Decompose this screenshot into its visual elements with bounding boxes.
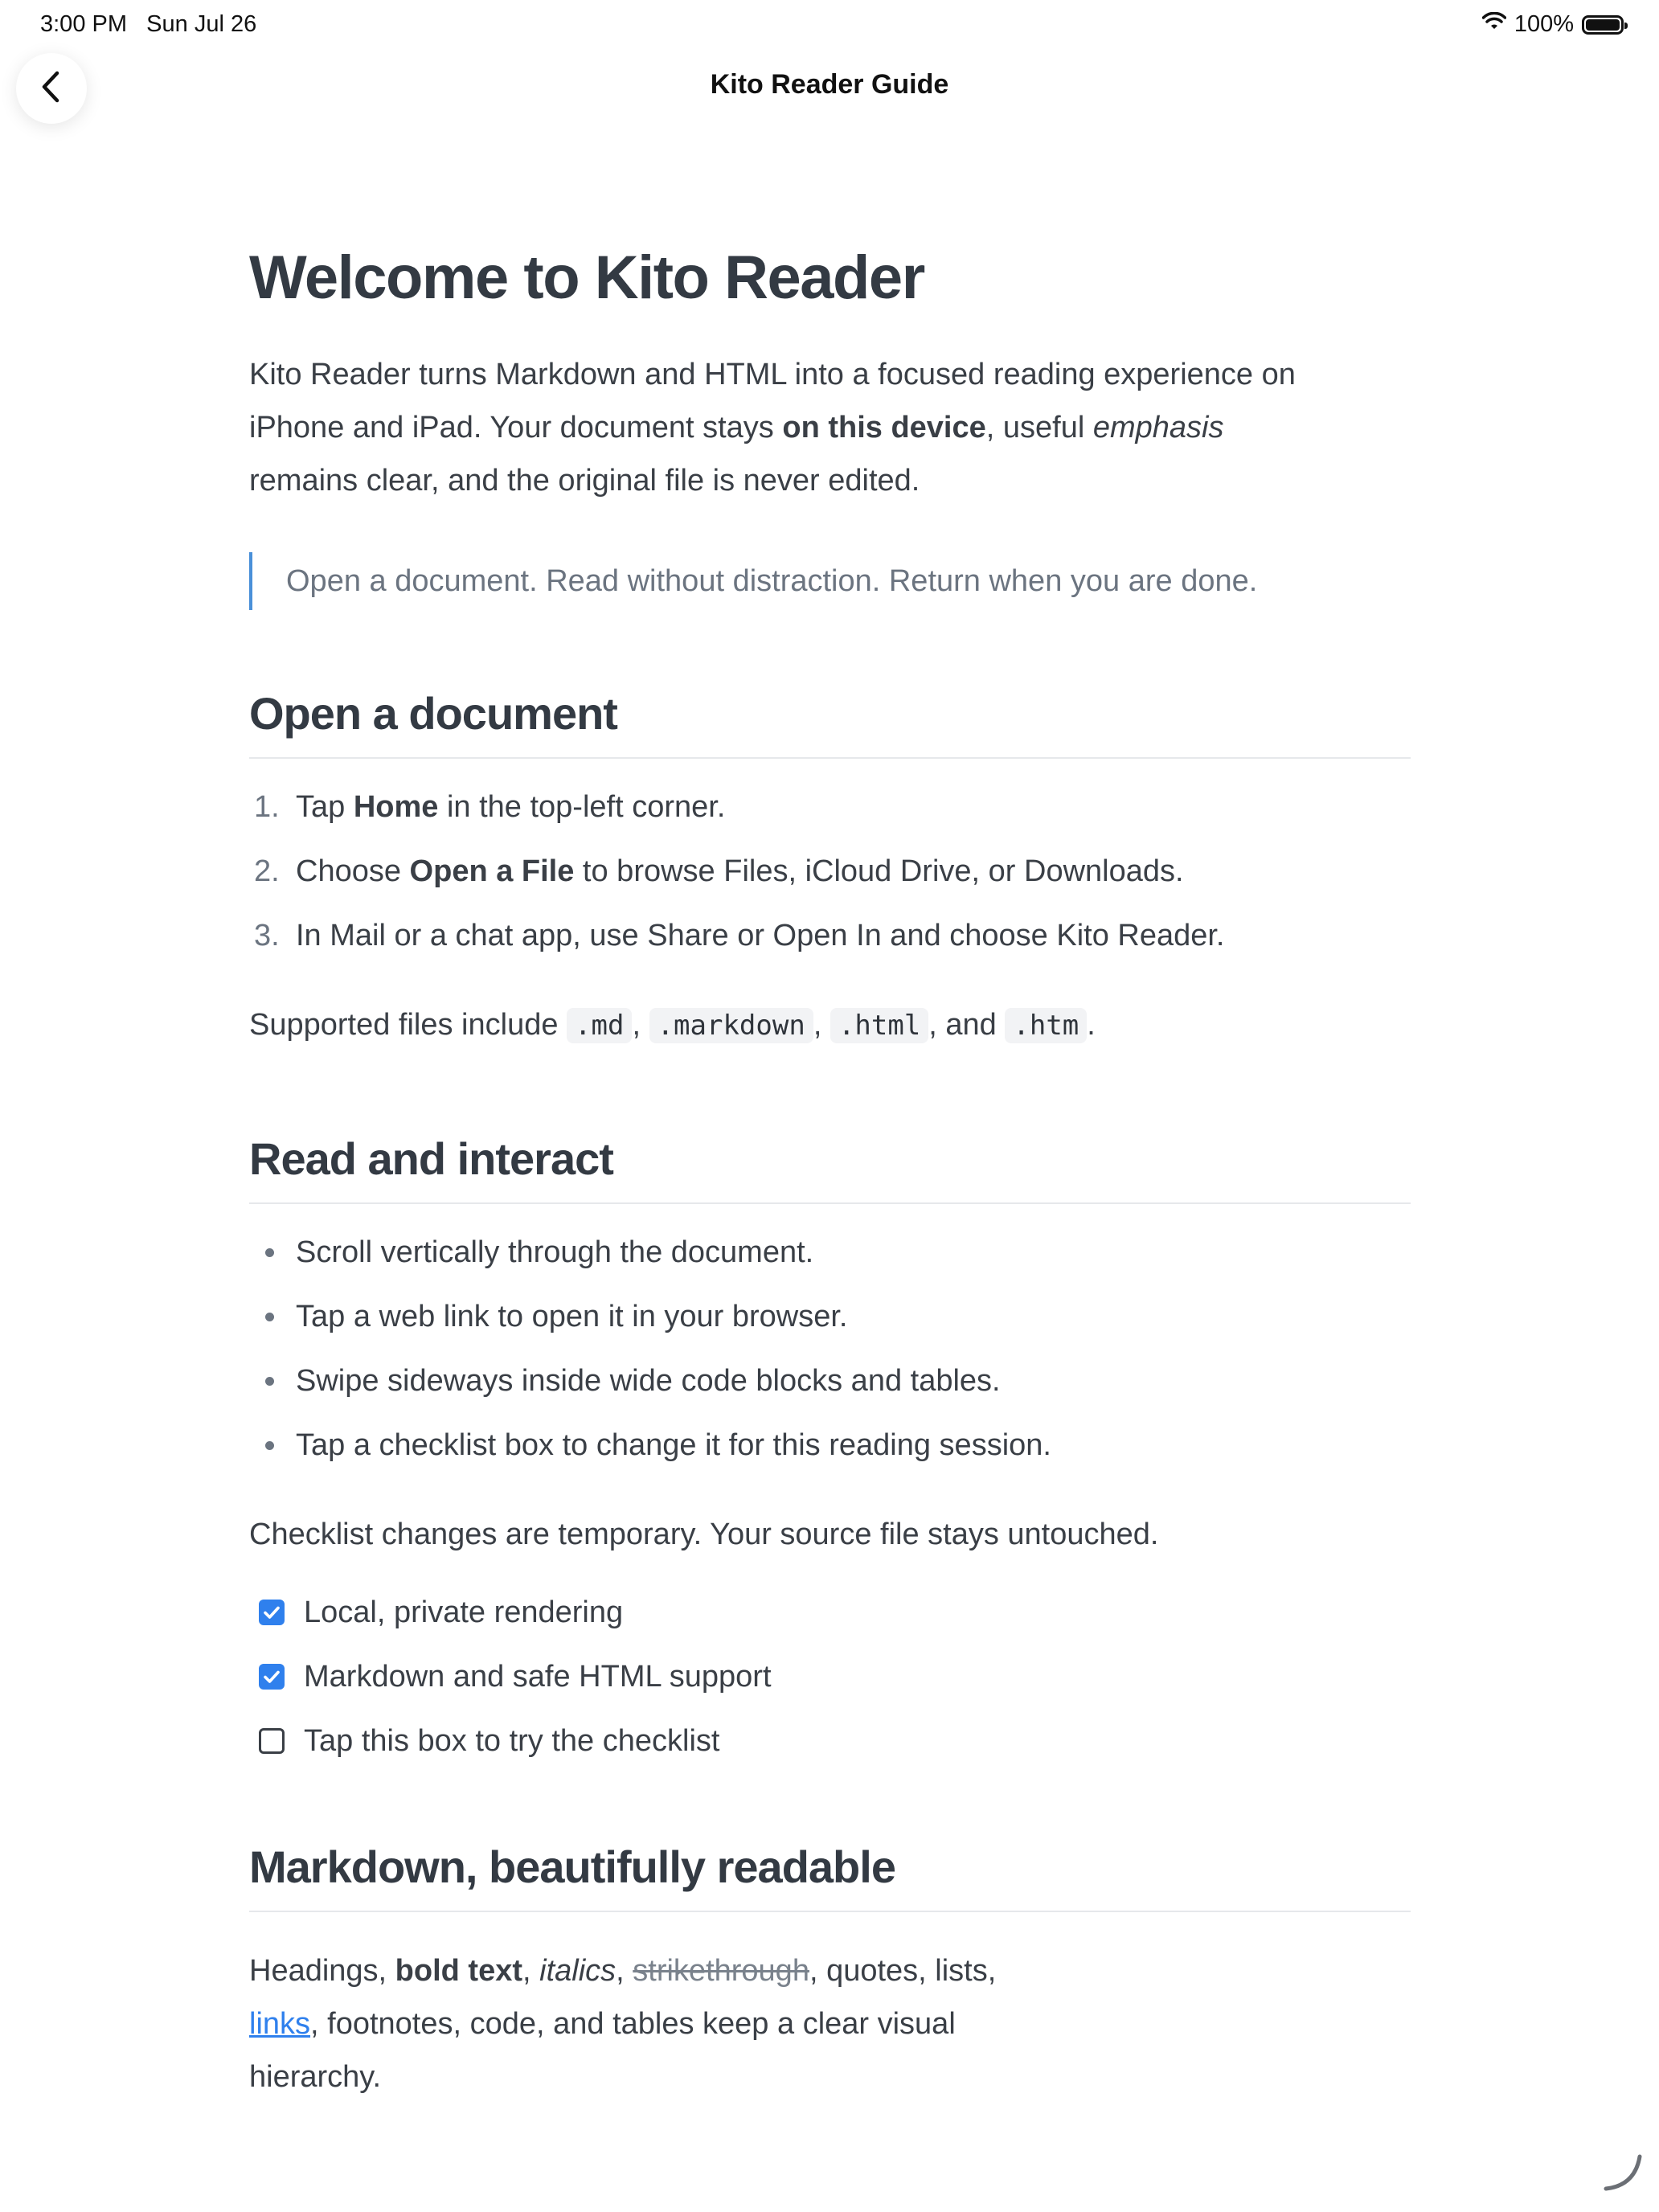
blockquote [249, 552, 1411, 610]
battery-percent: 100% [1514, 11, 1574, 37]
code-extension: .md [567, 1008, 632, 1043]
blockquote-text: Open a document. Read without distraction. Return when you are done. [286, 563, 1258, 598]
step-bold: Home [353, 790, 439, 825]
bullet-text: Scroll vertically through the document. [296, 1235, 814, 1270]
step-text: in the top-left corner. [438, 790, 726, 825]
bullet-dot [265, 1248, 274, 1257]
step-text: Tap [296, 790, 354, 825]
md-text: Headings, [249, 1954, 395, 1989]
checkmark-icon [259, 1664, 285, 1690]
intro-text: , useful [985, 411, 1093, 445]
checklist-label: Local, private rendering [304, 1596, 624, 1630]
document-content[interactable] [249, 241, 1411, 2103]
bullet-dot [265, 1377, 274, 1386]
heading-read-interact: Read and interact [249, 1133, 1411, 1204]
supported-text: . [1087, 1008, 1096, 1043]
intro-bold: on this device [782, 411, 986, 445]
code-extension: .htm [1005, 1008, 1087, 1043]
intro-text: remains clear, and the original file is never edited. [249, 464, 920, 498]
checkbox-checked[interactable] [259, 1600, 285, 1625]
supported-text: , [632, 1008, 649, 1043]
heading-markdown: Markdown, beautifully readable [249, 1841, 1411, 1912]
step-number: 2. [254, 854, 280, 889]
md-text: , [522, 1954, 540, 1989]
list-item [249, 1365, 1411, 1397]
step-bold: Open a File [409, 854, 575, 889]
intro-italic: emphasis [1092, 411, 1224, 445]
list-item [249, 1301, 1411, 1333]
list-item [249, 855, 1411, 887]
supported-files-paragraph [249, 998, 1411, 1052]
status-time-text: 3:00 PM [40, 11, 127, 37]
status-time [40, 11, 256, 38]
checklist-note: Checklist changes are temporary. Your source file stays untouched. [249, 1518, 1159, 1552]
step-number: 3. [254, 919, 280, 953]
step-text: to browse Files, iCloud Drive, or Downloads. [574, 854, 1184, 889]
links-link[interactable]: links [249, 2007, 311, 2042]
checkbox-unchecked[interactable] [259, 1728, 285, 1754]
status-right [1482, 11, 1624, 38]
md-italic: italics [539, 1954, 616, 1989]
checklist-item[interactable] [249, 1661, 1411, 1693]
code-extension: .html [830, 1008, 928, 1043]
status-bar [0, 0, 1659, 51]
intro-text: Kito Reader turns Markdown and HTML into a focused reading experience on iPhone and iPad. Your document stays [249, 358, 1296, 445]
bullet-list [249, 1236, 1411, 1461]
md-text: , footnotes, code, and tables keep a clear visual hierarchy. [249, 2007, 956, 2095]
steps-list [249, 791, 1411, 952]
list-item [249, 1236, 1411, 1268]
checklist-label: Markdown and safe HTML support [304, 1660, 772, 1694]
code-extension: .markdown [649, 1008, 813, 1043]
step-text: In Mail or a chat app, use Share or Open In and choose Kito Reader. [296, 919, 1225, 953]
markdown-paragraph [249, 1944, 1021, 2103]
battery-icon [1582, 15, 1624, 35]
intro-paragraph [249, 348, 1326, 507]
bullet-text: Tap a web link to open it in your browser. [296, 1300, 848, 1334]
bullet-text: Tap a checklist box to change it for this reading session. [296, 1428, 1051, 1463]
doc-title: Welcome to Kito Reader [249, 244, 924, 312]
supported-text: , and [928, 1008, 1006, 1043]
list-item [249, 791, 1411, 823]
bullet-text: Swipe sideways inside wide code blocks and tables. [296, 1364, 1001, 1399]
checklist-label: Tap this box to try the checklist [304, 1724, 720, 1759]
bullet-dot [265, 1313, 274, 1321]
list-item [249, 920, 1411, 952]
md-strikethrough: strikethrough [633, 1954, 809, 1989]
checkmark-icon [259, 1600, 285, 1625]
supported-text: Supported files include [249, 1008, 567, 1043]
checklist-item[interactable] [249, 1596, 1411, 1628]
bullet-dot [265, 1441, 274, 1450]
step-number: 1. [254, 790, 280, 825]
wifi-icon [1482, 11, 1506, 38]
checkbox-checked[interactable] [259, 1664, 285, 1690]
corner-indicator-icon [1603, 2152, 1643, 2196]
nav-title: Kito Reader Guide [710, 69, 949, 100]
md-text: , quotes, lists, [809, 1954, 997, 1989]
checklist-item[interactable] [249, 1725, 1411, 1757]
heading-open-document: Open a document [249, 687, 1411, 759]
status-date-text: Sun Jul 26 [146, 11, 257, 37]
checklist [249, 1596, 1411, 1757]
supported-text: , [813, 1008, 830, 1043]
md-text: , [616, 1954, 633, 1989]
list-item [249, 1429, 1411, 1461]
md-bold: bold text [395, 1954, 522, 1989]
step-text: Choose [296, 854, 410, 889]
